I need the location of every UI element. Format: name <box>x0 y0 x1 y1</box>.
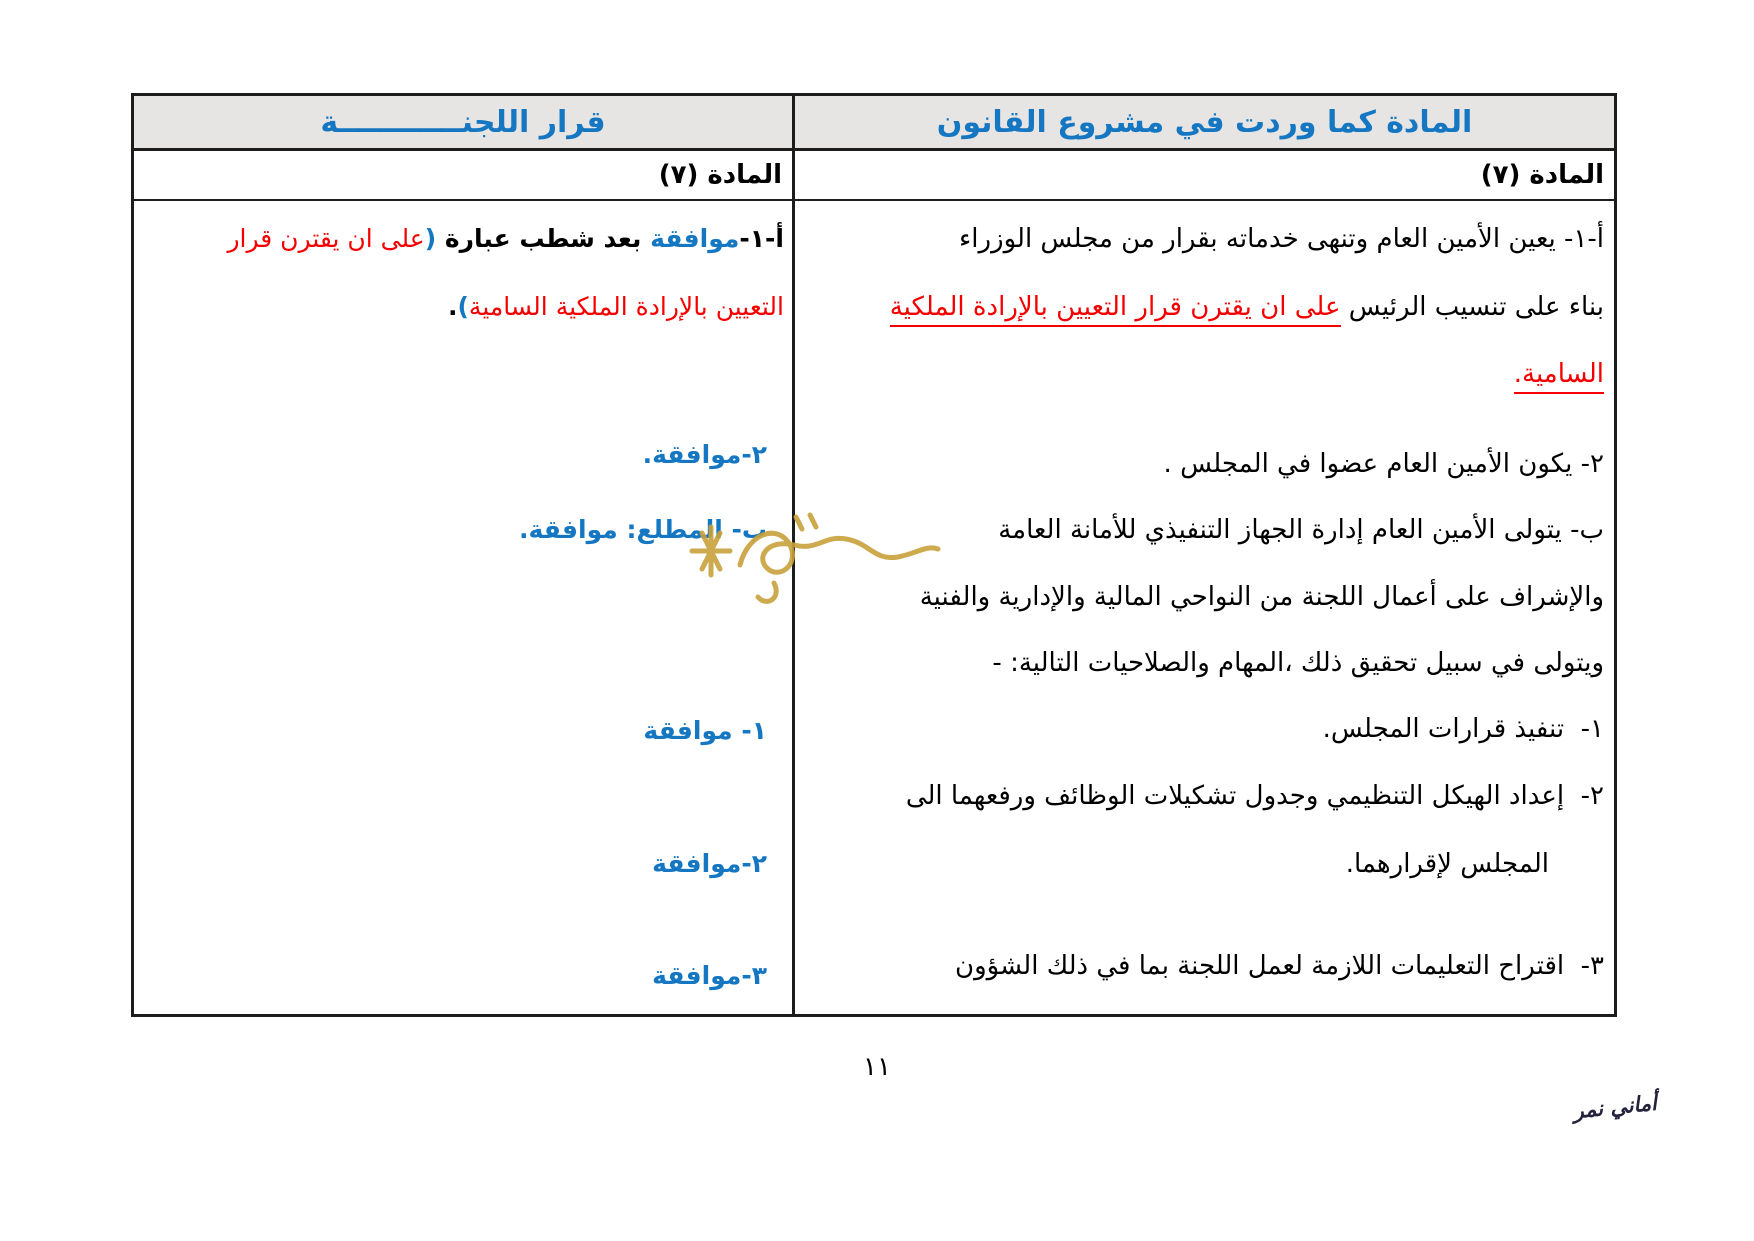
decision-text-cell <box>134 201 792 1014</box>
decision-line-3: ٢-موافقة. <box>642 440 767 469</box>
law-line-8: ١- تنفيذ قرارات المجلس. <box>1322 714 1604 744</box>
law-line-3 <box>1514 356 1604 394</box>
header-decision-label: قرار اللجنــــــــــــة <box>320 104 606 140</box>
law-line-2 <box>890 289 1604 327</box>
header-decision-column <box>134 96 792 151</box>
law-line-5: ب- يتولى الأمين العام إدارة الجهاز التنفيذي للأمانة العامة <box>998 515 1604 545</box>
decision-line-2-period: . <box>447 292 458 321</box>
article-number-decision-cell <box>134 151 792 201</box>
decision-line-5: ١- موافقة <box>643 716 767 745</box>
header-law-label: المادة كما وردت في مشروع القانون <box>936 104 1473 140</box>
page-number: ١١ <box>863 1052 891 1082</box>
law-line-7: ويتولى في سبيل تحقيق ذلك ،المهام والصلاحيات التالية: - <box>992 648 1604 678</box>
handwritten-signature: أماني نمر <box>1572 1090 1658 1124</box>
decision-line-1-number: أ-١- <box>739 224 784 253</box>
law-line-2-red-underlined: على ان يقترن قرار التعيين بالإرادة الملكية <box>890 292 1341 327</box>
law-text-cell <box>792 201 1614 1014</box>
decision-line-2 <box>448 289 784 325</box>
decision-line-6: ٢-موافقة <box>652 849 767 878</box>
law-line-10: المجلس لإقرارهما. <box>1345 849 1549 879</box>
comparison-table <box>131 93 1617 1017</box>
header-law-column <box>792 96 1614 151</box>
decision-line-1-red: على ان يقترن قرار <box>227 224 425 253</box>
decision-line-2-red: التعيين بالإرادة الملكية السامية <box>468 292 784 321</box>
article-number-decision: المادة (٧) <box>658 160 782 190</box>
decision-line-1-paren: ( <box>424 224 437 253</box>
law-line-2-black: بناء على تنسيب الرئيس <box>1340 292 1604 322</box>
law-line-9: ٢- إعداد الهيكل التنظيمي وجدول تشكيلات الوظائف ورفعهما الى <box>905 781 1604 811</box>
law-line-11: ٣- اقتراح التعليمات اللازمة لعمل اللجنة بما في ذلك الشؤون <box>955 951 1604 981</box>
law-line-3-red-underlined: السامية. <box>1514 359 1604 394</box>
decision-line-1-approval: موافقة <box>650 224 740 253</box>
law-line-4: ٢- يكون الأمين العام عضوا في المجلس . <box>1163 449 1604 479</box>
law-line-1: أ-١- يعين الأمين العام وتنهى خدماته بقرار من مجلس الوزراء <box>959 224 1604 254</box>
article-number-law: المادة (٧) <box>1480 160 1604 190</box>
decision-line-7: ٣-موافقة <box>652 961 767 990</box>
article-number-law-cell <box>792 151 1614 201</box>
decision-line-4: ب- المطلع: موافقة. <box>519 515 767 544</box>
law-line-6: والإشراف على أعمال اللجنة من النواحي المالية والإدارية والفنية <box>919 582 1604 612</box>
decision-line-1 <box>227 221 784 257</box>
decision-line-2-paren: ) <box>457 292 469 321</box>
decision-line-1-black: بعد شطب عبارة <box>436 224 651 253</box>
